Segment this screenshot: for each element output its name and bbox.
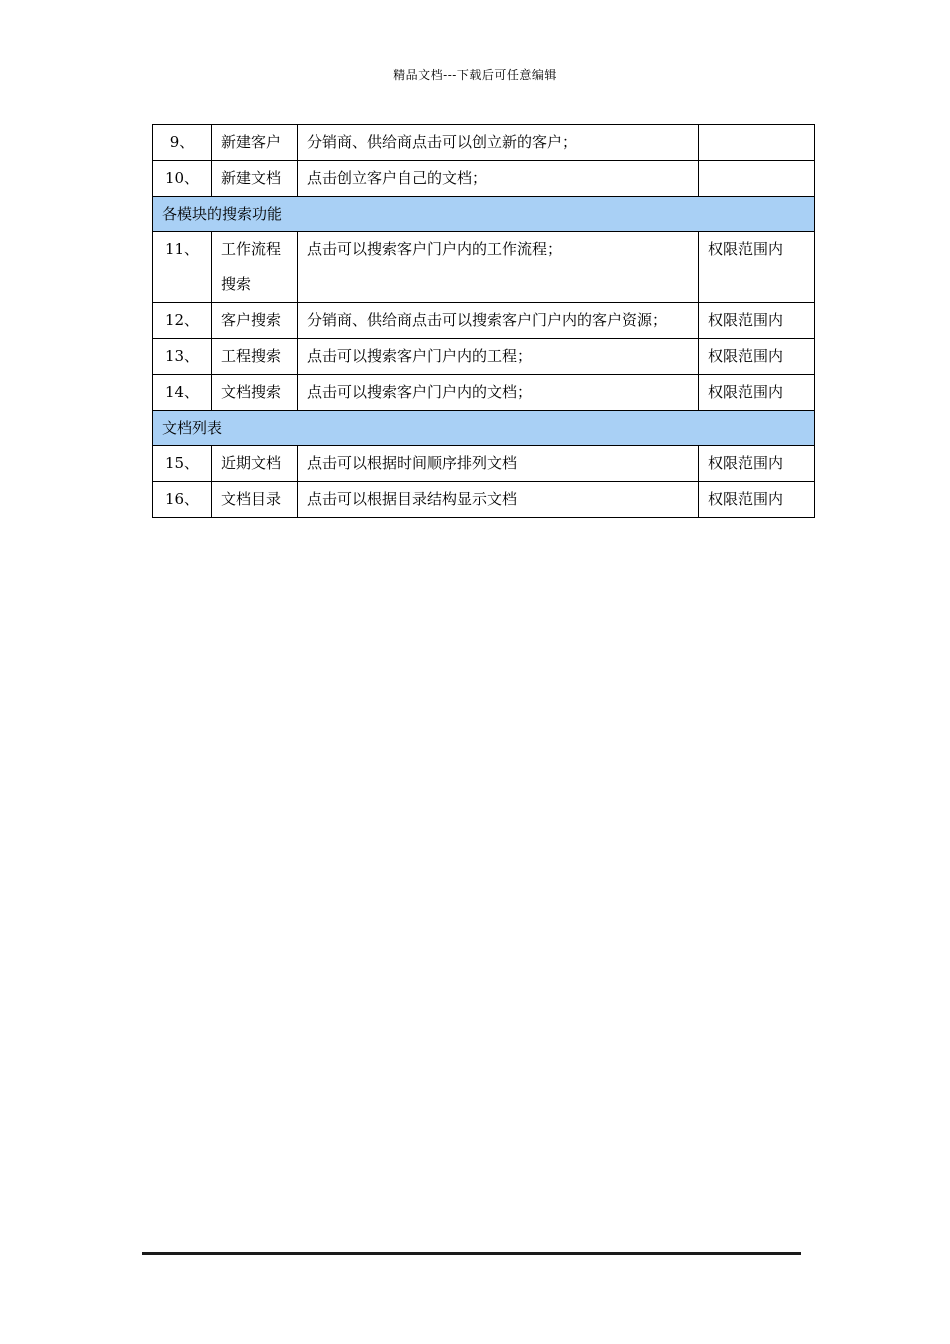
table-row <box>153 303 815 339</box>
table-row <box>153 446 815 482</box>
feature-name: 文档搜索 <box>212 375 298 411</box>
row-number: 15、 <box>153 446 212 482</box>
permission-scope: 权限范围内 <box>699 339 815 375</box>
permission-scope <box>699 125 815 161</box>
row-number: 9、 <box>153 125 212 161</box>
row-number: 13、 <box>153 339 212 375</box>
feature-name: 工程搜索 <box>212 339 298 375</box>
feature-name: 客户搜索 <box>212 303 298 339</box>
table-row <box>153 339 815 375</box>
permission-scope: 权限范围内 <box>699 232 815 303</box>
footer-rule <box>142 1252 801 1255</box>
feature-name: 文档目录 <box>212 482 298 518</box>
feature-name: 新建客户 <box>212 125 298 161</box>
feature-description: 点击创立客户自己的文档； <box>298 161 699 197</box>
feature-description: 点击可以根据目录结构显示文档 <box>298 482 699 518</box>
feature-description: 点击可以搜索客户门户内的工作流程； <box>298 232 699 303</box>
table-row <box>153 482 815 518</box>
table-row <box>153 375 815 411</box>
section-title: 文档列表 <box>153 411 815 446</box>
feature-description: 分销商、供给商点击可以搜索客户门户内的客户资源； <box>298 303 699 339</box>
feature-table <box>152 124 815 518</box>
feature-description: 点击可以根据时间顺序排列文档 <box>298 446 699 482</box>
permission-scope: 权限范围内 <box>699 446 815 482</box>
feature-name: 新建文档 <box>212 161 298 197</box>
section-row <box>153 411 815 446</box>
feature-description: 点击可以搜索客户门户内的文档； <box>298 375 699 411</box>
table-row <box>153 125 815 161</box>
row-number: 11、 <box>153 232 212 303</box>
row-number: 10、 <box>153 161 212 197</box>
row-number: 12、 <box>153 303 212 339</box>
permission-scope <box>699 161 815 197</box>
row-number: 16、 <box>153 482 212 518</box>
feature-description: 点击可以搜索客户门户内的工程； <box>298 339 699 375</box>
row-number: 14、 <box>153 375 212 411</box>
table-row <box>153 161 815 197</box>
permission-scope: 权限范围内 <box>699 482 815 518</box>
section-title: 各模块的搜索功能 <box>153 197 815 232</box>
page-header: 精品文档---下载后可任意编辑 <box>393 68 557 82</box>
feature-description: 分销商、供给商点击可以创立新的客户； <box>298 125 699 161</box>
section-row <box>153 197 815 232</box>
permission-scope: 权限范围内 <box>699 303 815 339</box>
table-row <box>153 232 815 303</box>
feature-name: 近期文档 <box>212 446 298 482</box>
permission-scope: 权限范围内 <box>699 375 815 411</box>
feature-name: 工作流程搜索 <box>212 232 298 303</box>
